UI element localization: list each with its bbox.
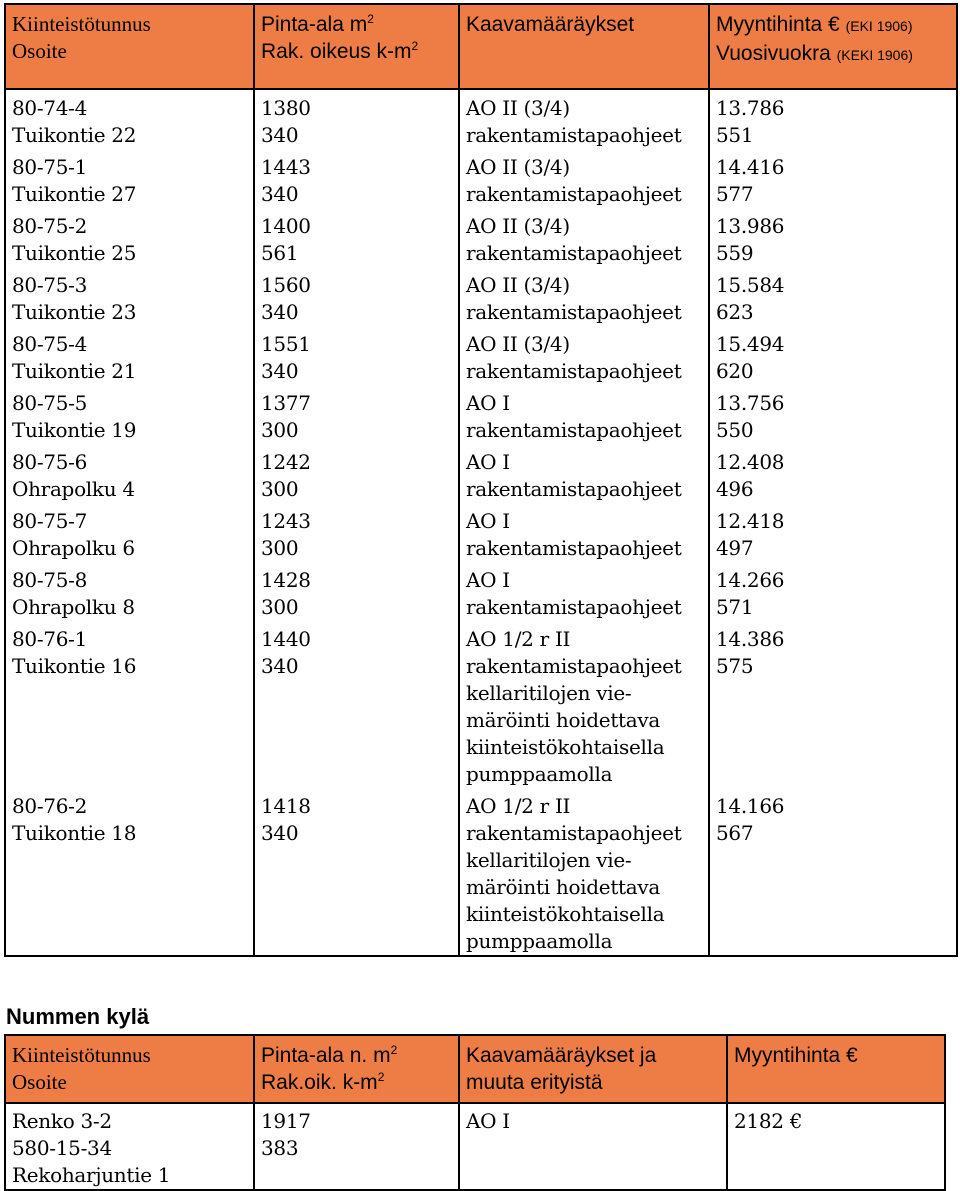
zoning-line: AO I bbox=[466, 391, 510, 415]
area: 1377 bbox=[261, 391, 311, 415]
property-id: 80-75-3 bbox=[12, 273, 88, 297]
table-row bbox=[5, 89, 957, 149]
cell-id-address bbox=[5, 562, 254, 621]
cell-id-address bbox=[5, 1103, 254, 1190]
zoning-line: AO II (3/4) bbox=[466, 155, 570, 179]
table-row bbox=[5, 503, 957, 562]
cell-zoning bbox=[459, 326, 709, 385]
id-address-line: Renko 3-2 bbox=[12, 1109, 112, 1133]
area: 1242 bbox=[261, 450, 311, 474]
cell-area-rights bbox=[254, 621, 459, 788]
zoning-line: AO 1/2 r II bbox=[466, 627, 571, 651]
zoning-line: rakentamistapaohjeet bbox=[466, 241, 682, 265]
building-rights: 300 bbox=[261, 477, 299, 501]
cell-area-rights bbox=[254, 89, 459, 149]
cell-price-rent bbox=[709, 89, 957, 149]
sale-price: 14.166 bbox=[716, 794, 785, 818]
annual-rent: 577 bbox=[716, 182, 754, 206]
cell-zoning bbox=[459, 562, 709, 621]
annual-rent: 550 bbox=[716, 418, 754, 442]
area: 1400 bbox=[261, 214, 311, 238]
cell-area-rights bbox=[254, 385, 459, 444]
cell-zoning bbox=[459, 1103, 727, 1190]
property-id: 80-75-7 bbox=[12, 509, 88, 533]
zoning: AO I bbox=[466, 1109, 510, 1133]
address: Ohrapolku 4 bbox=[12, 477, 135, 501]
zoning-line: rakentamistapaohjeet bbox=[466, 477, 682, 501]
village-table bbox=[4, 1034, 946, 1191]
sale-price: 2182 € bbox=[734, 1109, 803, 1133]
header-zoning: Kaavamääräykset ja muuta erityistä bbox=[459, 1035, 727, 1103]
table-row bbox=[5, 1103, 945, 1190]
annual-rent: 623 bbox=[716, 300, 754, 324]
cell-area-rights bbox=[254, 267, 459, 326]
zoning-line: pumppaamolla bbox=[466, 929, 613, 953]
cell-price-rent bbox=[709, 149, 957, 208]
cell-price-rent bbox=[709, 208, 957, 267]
table-row bbox=[5, 149, 957, 208]
table-row bbox=[5, 562, 957, 621]
building-rights: 300 bbox=[261, 536, 299, 560]
building-rights: 340 bbox=[261, 654, 299, 678]
area: 1243 bbox=[261, 509, 311, 533]
building-rights: 383 bbox=[261, 1136, 299, 1160]
cell-zoning bbox=[459, 621, 709, 788]
sale-price: 14.266 bbox=[716, 568, 785, 592]
table-row bbox=[5, 444, 957, 503]
cell-price bbox=[727, 1103, 945, 1190]
annual-rent: 496 bbox=[716, 477, 754, 501]
cell-price-rent bbox=[709, 503, 957, 562]
cell-area-rights bbox=[254, 444, 459, 503]
area: 1418 bbox=[261, 794, 311, 818]
sale-price: 14.386 bbox=[716, 627, 785, 651]
area: 1380 bbox=[261, 96, 311, 120]
cell-id-address bbox=[5, 149, 254, 208]
zoning-line: AO II (3/4) bbox=[466, 332, 570, 356]
sale-price: 12.418 bbox=[716, 509, 785, 533]
sale-price: 13.756 bbox=[716, 391, 785, 415]
zoning-line: AO I bbox=[466, 450, 510, 474]
sale-price: 12.408 bbox=[716, 450, 785, 474]
building-rights: 340 bbox=[261, 359, 299, 383]
cell-id-address bbox=[5, 385, 254, 444]
area: 1560 bbox=[261, 273, 311, 297]
building-rights: 340 bbox=[261, 182, 299, 206]
cell-area-rights bbox=[254, 503, 459, 562]
property-id: 80-76-1 bbox=[12, 627, 88, 651]
address: Tuikontie 22 bbox=[12, 123, 137, 147]
table-row bbox=[5, 326, 957, 385]
zoning-line: kellaritilojen vie- bbox=[466, 681, 632, 705]
cell-id-address bbox=[5, 621, 254, 788]
cell-price-rent bbox=[709, 788, 957, 956]
property-id: 80-75-1 bbox=[12, 155, 88, 179]
property-id: 80-75-5 bbox=[12, 391, 88, 415]
zoning-line: AO I bbox=[466, 568, 510, 592]
cell-id-address bbox=[5, 503, 254, 562]
cell-zoning bbox=[459, 788, 709, 956]
sale-price: 13.786 bbox=[716, 96, 785, 120]
address: Ohrapolku 6 bbox=[12, 536, 135, 560]
zoning-line: AO II (3/4) bbox=[466, 273, 570, 297]
address: Tuikontie 16 bbox=[12, 654, 137, 678]
annual-rent: 497 bbox=[716, 536, 754, 560]
property-id: 80-75-4 bbox=[12, 332, 88, 356]
cell-id-address bbox=[5, 326, 254, 385]
cell-zoning bbox=[459, 385, 709, 444]
table-row bbox=[5, 267, 957, 326]
address: Tuikontie 25 bbox=[12, 241, 137, 265]
building-rights: 340 bbox=[261, 821, 299, 845]
sale-price: 15.494 bbox=[716, 332, 785, 356]
area: 1551 bbox=[261, 332, 311, 356]
building-rights: 300 bbox=[261, 418, 299, 442]
cell-price-rent bbox=[709, 385, 957, 444]
cell-id-address bbox=[5, 267, 254, 326]
zoning-line: rakentamistapaohjeet bbox=[466, 418, 682, 442]
annual-rent: 551 bbox=[716, 123, 754, 147]
zoning-line: märöinti hoidettava bbox=[466, 708, 661, 732]
header-price: Myyntihinta € bbox=[727, 1035, 945, 1103]
zoning-line: rakentamistapaohjeet bbox=[466, 359, 682, 383]
cell-price-rent bbox=[709, 562, 957, 621]
cell-id-address bbox=[5, 208, 254, 267]
property-id: 80-74-4 bbox=[12, 96, 88, 120]
zoning-line: rakentamistapaohjeet bbox=[466, 821, 682, 845]
annual-rent: 567 bbox=[716, 821, 754, 845]
building-rights: 561 bbox=[261, 241, 299, 265]
sale-price: 15.584 bbox=[716, 273, 785, 297]
zoning-line: AO I bbox=[466, 509, 510, 533]
sale-price: 13.986 bbox=[716, 214, 785, 238]
header-area-rights: Pinta-ala n. $m^2$ Rak.oik. $k-m^2$ bbox=[254, 1035, 459, 1103]
cell-zoning bbox=[459, 208, 709, 267]
zoning-line: rakentamistapaohjeet bbox=[466, 654, 682, 678]
area: 1443 bbox=[261, 155, 311, 179]
property-id: 80-76-2 bbox=[12, 794, 88, 818]
address: Ohrapolku 8 bbox=[12, 595, 135, 619]
cell-area-rights bbox=[254, 562, 459, 621]
cell-zoning bbox=[459, 267, 709, 326]
property-id: 80-75-2 bbox=[12, 214, 88, 238]
cell-price-rent bbox=[709, 267, 957, 326]
cell-area-rights bbox=[254, 208, 459, 267]
property-id: 80-75-6 bbox=[12, 450, 88, 474]
address: Tuikontie 18 bbox=[12, 821, 137, 845]
cell-area-rights bbox=[254, 1103, 459, 1190]
zoning-line: AO II (3/4) bbox=[466, 214, 570, 238]
address: Tuikontie 23 bbox=[12, 300, 137, 324]
address: Tuikontie 19 bbox=[12, 418, 137, 442]
zoning-line: kiinteistökohtaisella bbox=[466, 735, 665, 759]
cell-zoning bbox=[459, 444, 709, 503]
zoning-line: AO II (3/4) bbox=[466, 96, 570, 120]
area: 1428 bbox=[261, 568, 311, 592]
cell-id-address bbox=[5, 444, 254, 503]
zoning-line: kiinteistökohtaisella bbox=[466, 902, 665, 926]
cell-price-rent bbox=[709, 621, 957, 788]
table-header-row bbox=[5, 4, 957, 89]
table-row bbox=[5, 385, 957, 444]
annual-rent: 620 bbox=[716, 359, 754, 383]
area: 1917 bbox=[261, 1109, 311, 1133]
cell-zoning bbox=[459, 503, 709, 562]
property-id: 80-75-8 bbox=[12, 568, 88, 592]
property-table bbox=[4, 3, 958, 957]
zoning-line: pumppaamolla bbox=[466, 762, 613, 786]
zoning-line: AO 1/2 r II bbox=[466, 794, 571, 818]
id-address-line: 580-15-34 bbox=[12, 1136, 112, 1160]
cell-zoning bbox=[459, 89, 709, 149]
address: Tuikontie 27 bbox=[12, 182, 137, 206]
annual-rent: 559 bbox=[716, 241, 754, 265]
zoning-line: rakentamistapaohjeet bbox=[466, 123, 682, 147]
cell-id-address bbox=[5, 89, 254, 149]
building-rights: 300 bbox=[261, 595, 299, 619]
cell-area-rights bbox=[254, 788, 459, 956]
table-header-row bbox=[5, 1035, 945, 1103]
address: Tuikontie 21 bbox=[12, 359, 137, 383]
table-row bbox=[5, 621, 957, 788]
zoning-line: märöinti hoidettava bbox=[466, 875, 661, 899]
zoning-line: rakentamistapaohjeet bbox=[466, 536, 682, 560]
building-rights: 340 bbox=[261, 300, 299, 324]
zoning-line: rakentamistapaohjeet bbox=[466, 182, 682, 206]
cell-price-rent bbox=[709, 326, 957, 385]
annual-rent: 575 bbox=[716, 654, 754, 678]
header-zoning: Kaavamääräykset bbox=[459, 4, 709, 89]
area: 1440 bbox=[261, 627, 311, 651]
annual-rent: 571 bbox=[716, 595, 754, 619]
building-rights: 340 bbox=[261, 123, 299, 147]
id-address-line: Rekoharjuntie 1 bbox=[12, 1163, 171, 1187]
cell-zoning bbox=[459, 149, 709, 208]
header-id-address: Kiinteistötunnus Osoite bbox=[5, 1035, 254, 1103]
cell-area-rights bbox=[254, 326, 459, 385]
header-price-rent: Myyntihinta € (EKI 1906) Vuosivuokra (KEKI 1906) bbox=[709, 4, 957, 89]
cell-id-address bbox=[5, 788, 254, 956]
zoning-line: rakentamistapaohjeet bbox=[466, 595, 682, 619]
cell-price-rent bbox=[709, 444, 957, 503]
zoning-line: rakentamistapaohjeet bbox=[466, 300, 682, 324]
header-area-rights: Pinta-ala $m^2$ Rak. oikeus $k-m^2$ bbox=[254, 4, 459, 89]
header-id-address: Kiinteistötunnus Osoite bbox=[5, 4, 254, 89]
section-title: Nummen kylä bbox=[6, 1004, 150, 1029]
zoning-line: kellaritilojen vie- bbox=[466, 848, 632, 872]
table-row bbox=[5, 208, 957, 267]
cell-area-rights bbox=[254, 149, 459, 208]
table-row bbox=[5, 788, 957, 956]
sale-price: 14.416 bbox=[716, 155, 785, 179]
